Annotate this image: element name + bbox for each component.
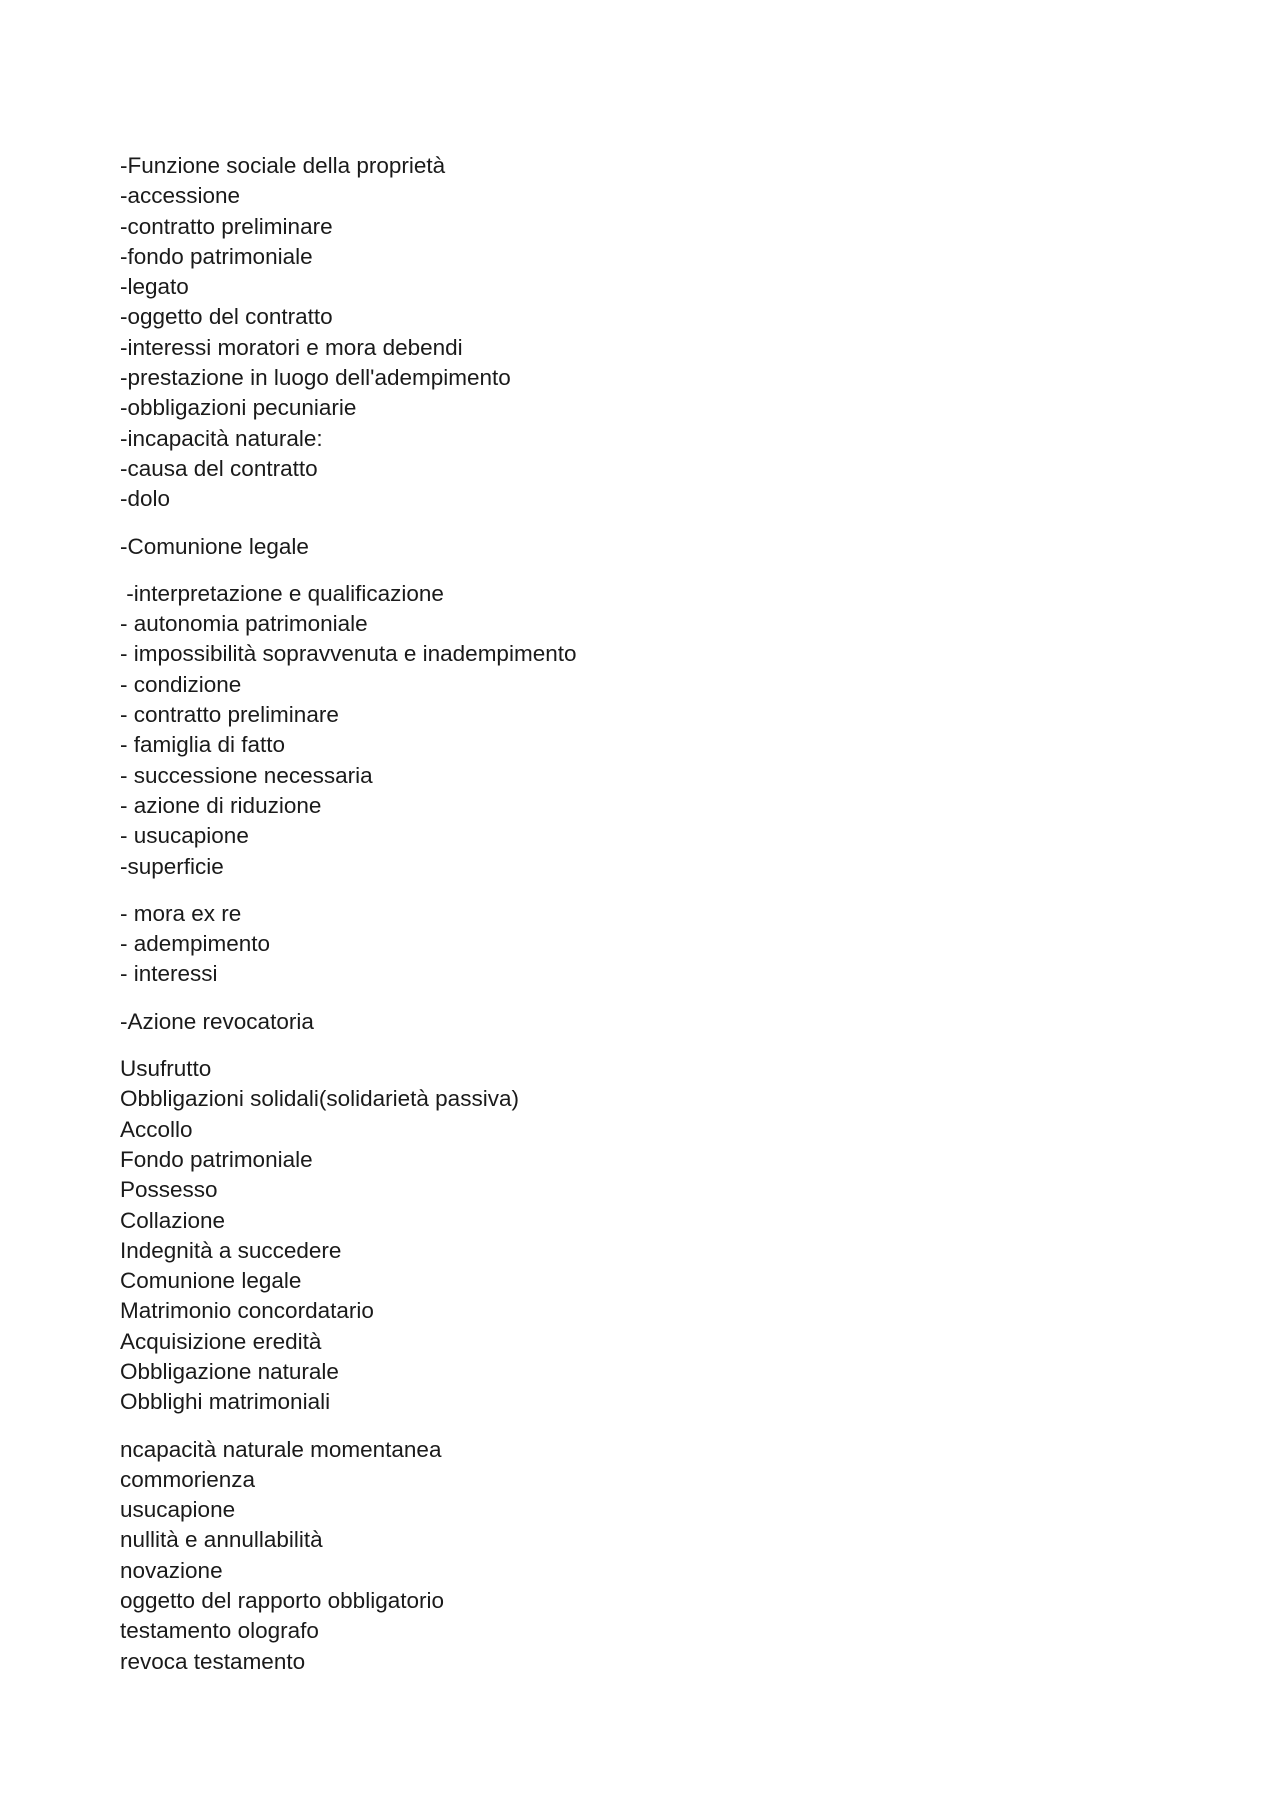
topic-line: - mora ex re: [120, 900, 242, 926]
topic-line: Fondo patrimoniale: [120, 1146, 313, 1172]
topic-line: -dolo: [120, 486, 171, 512]
topic-line: Indegnità a succedere: [120, 1237, 342, 1263]
topic-line: - interessi: [120, 961, 218, 987]
topic-line: Matrimonio concordatario: [120, 1298, 374, 1324]
topic-line: - autonomia patrimoniale: [120, 611, 368, 637]
topic-line: - successione necessaria: [120, 762, 373, 788]
topic-line: Obbligazione naturale: [120, 1358, 339, 1384]
topic-list: [120, 151, 1160, 1694]
topic-line: Usufrutto: [120, 1056, 212, 1082]
topic-line: - adempimento: [120, 931, 271, 957]
topic-line: -legato: [120, 274, 189, 300]
topic-line: testamento olografo: [120, 1618, 319, 1644]
topic-line: - famiglia di fatto: [120, 732, 286, 758]
topic-line: Comunione legale: [120, 1268, 302, 1294]
topic-line: Accollo: [120, 1116, 193, 1142]
topic-line: commorienza: [120, 1466, 256, 1492]
topic-group-5: [120, 1007, 1160, 1037]
topic-line: oggetto del rapporto obbligatorio: [120, 1588, 444, 1614]
topic-line: Acquisizione eredità: [120, 1328, 322, 1354]
topic-line: novazione: [120, 1557, 223, 1583]
topic-line: -prestazione in luogo dell'adempimento: [120, 365, 511, 391]
topic-line: -Comunione legale: [120, 533, 309, 559]
topic-line: Obbligazioni solidali(solidarietà passiva): [120, 1086, 519, 1112]
topic-line: -superficie: [120, 853, 224, 879]
topic-line: - impossibilità sopravvenuta e inadempimento: [120, 641, 577, 667]
topic-line: - condizione: [120, 671, 242, 697]
topic-line: nullità e annullabilità: [120, 1527, 323, 1553]
topic-line: -Azione revocatoria: [120, 1008, 314, 1034]
topic-line: -causa del contratto: [120, 455, 318, 481]
topic-line: -Funzione sociale della proprietà: [120, 153, 446, 178]
topic-line: -interpretazione e qualificazione: [120, 580, 444, 606]
topic-line: usucapione: [120, 1497, 236, 1523]
topic-line: Obblighi matrimoniali: [120, 1389, 331, 1415]
topic-line: Collazione: [120, 1207, 226, 1233]
topic-line: ncapacità naturale momentanea: [120, 1436, 442, 1462]
topic-line: -fondo patrimoniale: [120, 243, 313, 269]
topic-line: - azione di riduzione: [120, 792, 322, 818]
topic-line: - contratto preliminare: [120, 702, 339, 728]
topic-group-4: [120, 899, 1160, 990]
topic-group-1: [120, 151, 1160, 515]
topic-line: -interessi moratori e mora debendi: [120, 334, 463, 360]
topic-line: -oggetto del contratto: [120, 304, 333, 330]
topic-group-7: [120, 1435, 1160, 1677]
topic-line: Possesso: [120, 1177, 218, 1203]
topic-line: -contratto preliminare: [120, 213, 333, 239]
topic-line: -accessione: [120, 183, 241, 209]
topic-group-3: [120, 579, 1160, 882]
topic-line: -incapacità naturale:: [120, 425, 323, 451]
topic-group-2: [120, 532, 1160, 562]
topic-line: -obbligazioni pecuniarie: [120, 395, 357, 421]
topic-line: revoca testamento: [120, 1648, 306, 1674]
topic-group-6: [120, 1054, 1160, 1418]
topic-line: - usucapione: [120, 823, 249, 849]
